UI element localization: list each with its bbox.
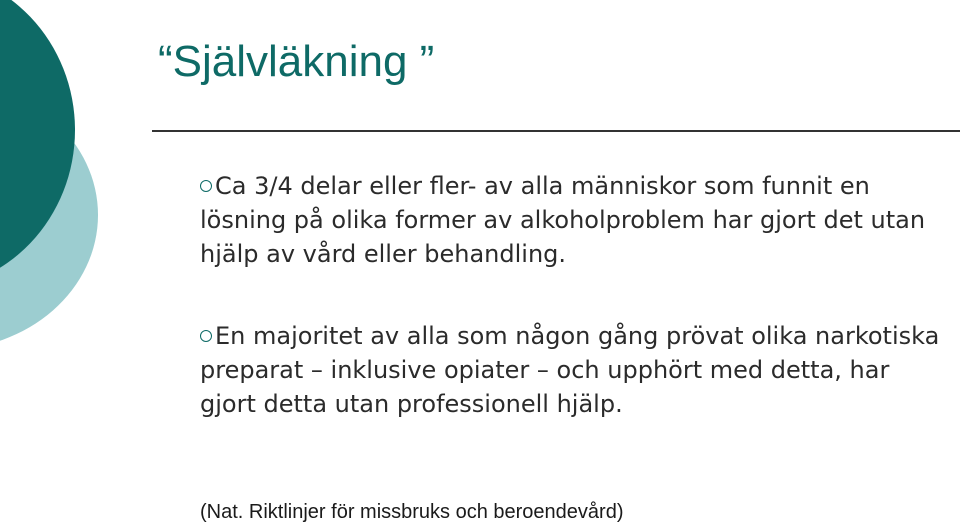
bullet-text: En majoritet av alla som någon gång prövat olika narkotiska preparat – inklusive opiater – och upphört med detta, har gjort detta utan professionell hjälp.: [200, 322, 940, 418]
circle-bullet-icon: [200, 180, 212, 192]
title-divider: [152, 130, 960, 132]
bullet-item: [200, 319, 945, 421]
circle-bullet-icon: [200, 330, 212, 342]
source-citation: (Nat. Riktlinjer för missbruks och beroendevård): [200, 501, 624, 523]
slide-title: “Självläkning ”: [158, 37, 435, 86]
bullet-item: [200, 169, 945, 271]
bullet-text: Ca 3/4 delar eller fler- av alla människor som funnit en lösning på olika former av alkoholproblem har gjort det utan hjälp av vård eller behandling.: [200, 172, 926, 268]
